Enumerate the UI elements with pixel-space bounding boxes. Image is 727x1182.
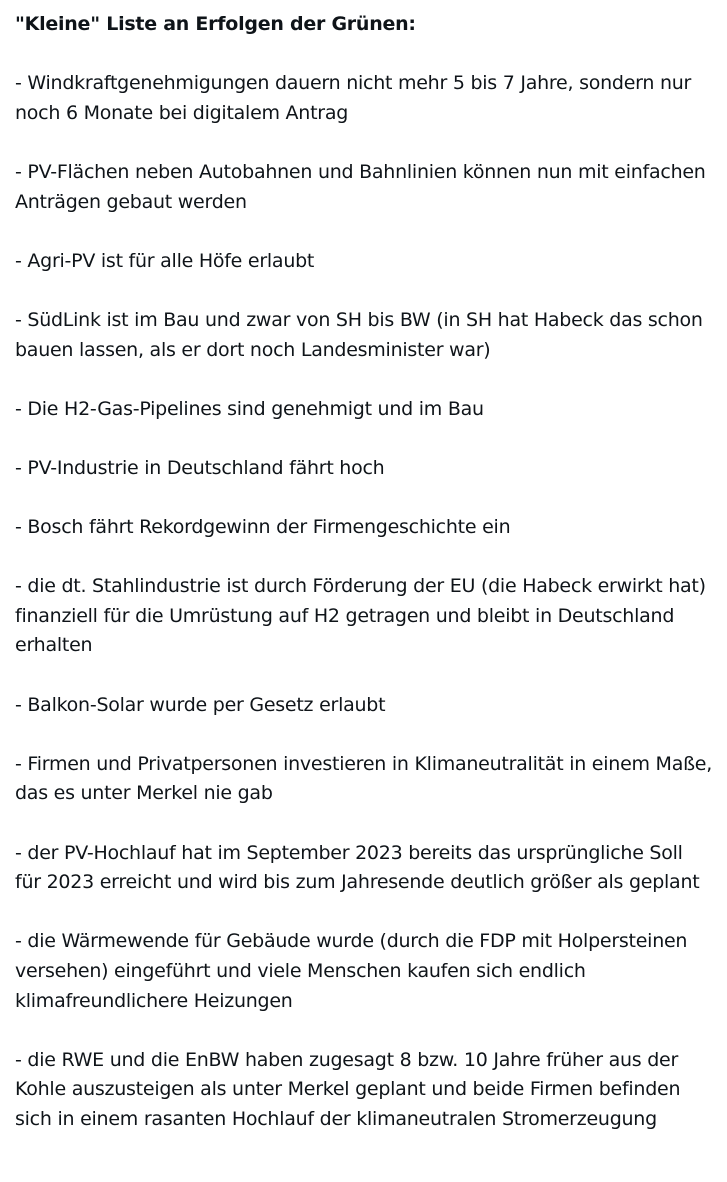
list-item-waermewende: - die Wärmewende für Gebäude wurde (durch die FDP mit Holpersteinen versehen) eingeführt und viele Menschen kaufen sich endlich klimafreundlichere Heizungen (15, 930, 688, 1012)
list-item-kohleausstieg: - die RWE und die EnBW haben zugesagt 8 bzw. 10 Jahre früher aus der Kohle auszusteigen als unter Merkel geplant und beide Firmen befinden sich in einem rasanten Hochlauf der klimaneutralen Stromerzeugung (15, 1048, 681, 1130)
list-item-bosch: - Bosch fährt Rekordgewinn der Firmengeschichte ein (15, 516, 511, 539)
list-item-investitionen: - Firmen und Privatpersonen investieren in Klimaneutralität in einem Maße, das es unter Merkel nie gab (15, 752, 713, 805)
list-item-pv-industrie: - PV-Industrie in Deutschland fährt hoch (15, 456, 385, 479)
list-item-windkraft: - Windkraftgenehmigungen dauern nicht mehr 5 bis 7 Jahre, sondern nur noch 6 Monate bei digitalem Antrag (15, 72, 692, 124)
list-item-balkon-solar: - Balkon-Solar wurde per Gesetz erlaubt (15, 693, 386, 716)
post-heading: "Kleine" Liste an Erfolgen der Grünen: (15, 13, 416, 35)
list-item-pv-hochlauf: - der PV-Hochlauf hat im September 2023 bereits das ursprüngliche Soll für 2023 erreicht und wird bis zum Jahresende deutlich größer als geplant (15, 841, 700, 894)
list-item-pv-flaechen: - PV-Flächen neben Autobahnen und Bahnlinien können nun mit einfachen Anträgen gebaut werden (15, 160, 706, 213)
list-item-stahlindustrie: - die dt. Stahlindustrie ist durch Förderung der EU (die Habeck erwirkt hat) finanziell für die Umrüstung auf H2 getragen und bleibt in Deutschland erhalten (15, 575, 706, 657)
list-item-agri-pv: - Agri-PV ist für alle Höfe erlaubt (15, 249, 315, 272)
list-item-h2-pipelines: - Die H2-Gas-Pipelines sind genehmigt und im Bau (15, 397, 484, 420)
list-item-suedlink: - SüdLink ist im Bau und zwar von SH bis BW (in SH hat Habeck das schon bauen lassen, als er dort noch Landesminister war) (15, 308, 703, 361)
